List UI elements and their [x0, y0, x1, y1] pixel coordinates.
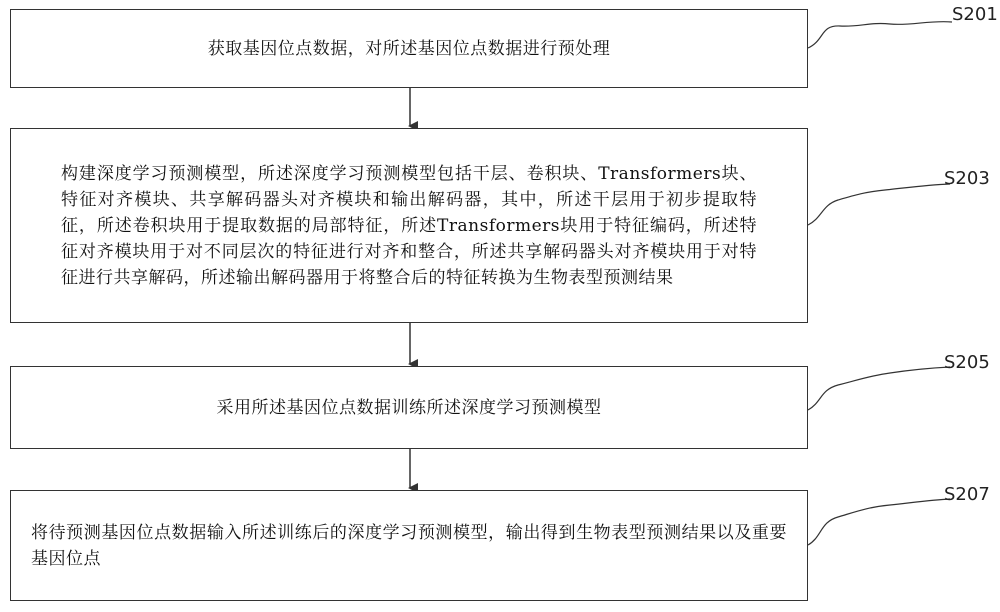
step-box-s205 — [10, 366, 808, 449]
step-label-s203: S203 — [944, 168, 990, 189]
step-text-s201: 获取基因位点数据，对所述基因位点数据进行预处理 — [207, 38, 611, 59]
leader-s203 — [808, 184, 950, 225]
step-text-s203: 构建深度学习预测模型，所述深度学习预测模型包括干层、卷积块、Transformers块、特征对齐模块、共享解码器头对齐模块和输出解码器，其中，所述干层用于初步提取特征，所述卷积块用于提取数据的局部特征，所述Transformers块用于特征编码，所述特征对齐模块用于对不同层次的特征进行对齐和整合，所述共享解码器头对齐模块用于对特征进行共享解码，所述输出解码器用于将整合后的特征转换为生物表型预测结果 — [61, 163, 757, 288]
leader-s201 — [808, 22, 952, 48]
step-box-s201 — [10, 9, 808, 88]
step-text-s207: 将待预测基因位点数据输入所述训练后的深度学习预测模型，输出得到生物表型预测结果以及重要基因位点 — [31, 522, 787, 569]
step-text-s205: 采用所述基因位点数据训练所述深度学习预测模型 — [216, 397, 602, 418]
step-box-s203 — [10, 128, 808, 323]
leader-s205 — [808, 367, 950, 410]
leader-s207 — [808, 499, 950, 545]
step-label-s205: S205 — [944, 352, 990, 373]
step-box-s207 — [10, 490, 808, 601]
step-label-s207: S207 — [944, 484, 990, 505]
step-label-s201: S201 — [952, 4, 998, 25]
